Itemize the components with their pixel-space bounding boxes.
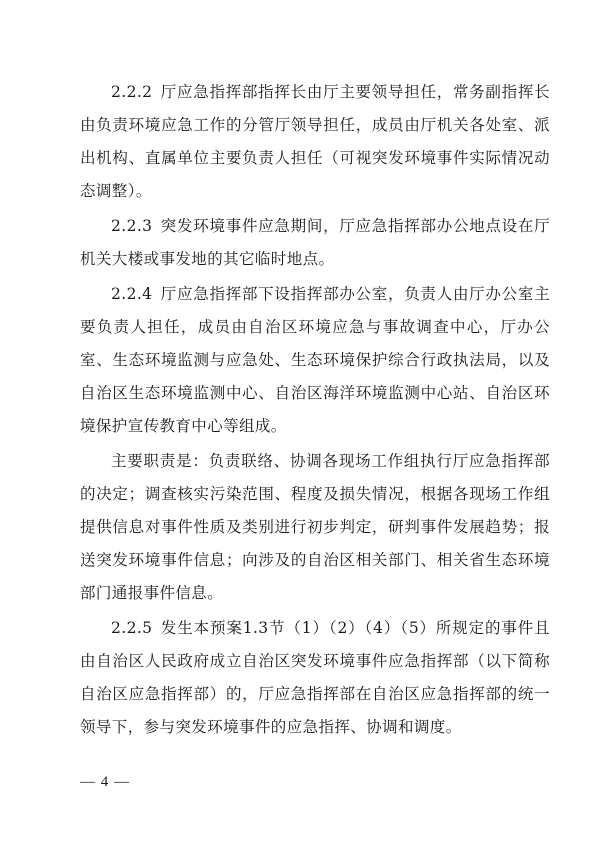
section-number: 2.2.4 xyxy=(111,285,153,303)
section-number: 2.2.5 xyxy=(111,619,153,637)
document-body xyxy=(80,76,550,746)
section-number: 2.2.2 xyxy=(111,83,153,101)
paragraph-text: 厅应急指挥部指挥长由厅主要领导担任，常务副指挥长由负责环境应急工作的分管厅领导担任，成员由厅机关各处室、派出机构、直属单位主要负责人担任（可视突发环境事件实际情况动态调整）。 xyxy=(80,83,550,200)
page-number: — 4 — xyxy=(80,774,130,790)
paragraph-2-2-5 xyxy=(80,612,550,744)
paragraph-2-2-3 xyxy=(80,210,550,276)
paragraph-text: 厅应急指挥部下设指挥部办公室，负责人由厅办公室主要负责人担任，成员由自治区环境应急与事故调查中心，厅办公室、生态环境监测与应急处、生态环境保护综合行政执法局，以及自治区生态环境监测中心、自治区海洋环境监测中心站、自治区环境保护宣传教育中心等组成。 xyxy=(80,285,550,435)
paragraph-main-duties xyxy=(80,445,550,610)
paragraph-text: 发生本预案1.3节（1）（2）（4）（5）所规定的事件且由自治区人民政府成立自治区突发环境事件应急指挥部（以下简称自治区应急指挥部）的，厅应急指挥部在自治区应急指挥部的统一领导下，参与突发环境事件的应急指挥、协调和调度。 xyxy=(80,619,550,736)
paragraph-2-2-2 xyxy=(80,76,550,208)
section-number: 2.2.3 xyxy=(111,217,153,235)
paragraph-text: 主要职责是：负责联络、协调各现场工作组执行厅应急指挥部的决定；调查核实污染范围、程度及损失情况，根据各现场工作组提供信息对事件性质及类别进行初步判定，研判事件发展趋势；报送突发环境事件信息；向涉及的自治区相关部门、相关省生态环境部门通报事件信息。 xyxy=(80,452,550,602)
paragraph-text: 突发环境事件应急期间，厅应急指挥部办公地点设在厅机关大楼或事发地的其它临时地点。 xyxy=(80,217,550,268)
paragraph-2-2-4 xyxy=(80,278,550,443)
